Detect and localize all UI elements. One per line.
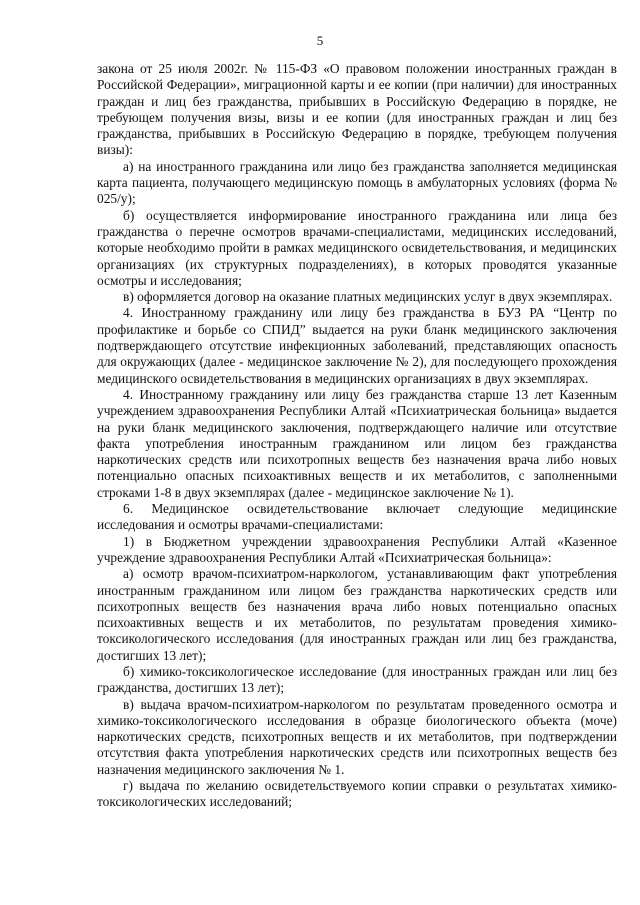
- paragraph-6-1-g-certificate-copy: г) выдача по желанию освидетельствуемого копии справки о результатах химико-токсикологических исследований;: [97, 778, 617, 810]
- paragraph-6-1-b-toxicology: б) химико-токсикологическое исследование (для иностранных граждан или лиц без гражданства, достигших 13 лет);: [97, 663, 617, 696]
- paragraph-4-psychiatric-hospital: 4. Иностранному гражданину или лицу без гражданства старше 13 лет Казенным учреждением здравоохранения Республики Алтай «Психиатрическая больница» выдается на руки бланк медицинского заключения, подтверждающего наличие или отсутствие факта употребления иностранным гражданином или лицом без гражданства наркотических средств или психотропных веществ без назначения врача либо новых потенциально опасных психоактивных веществ и их метаболитов, с заполненными строками 1-8 в двух экземплярах (далее - медицинское заключение № 1).: [97, 386, 617, 500]
- paragraph-6-1-a-narcologist: а) осмотр врачом-психиатром-наркологом, устанавливающим факт употребления иностранным гражданином или лицом без гражданства наркотических средств или психотропных веществ без назначения врача либо новых потенциально опасных психоактивных веществ и их метаболитов, по результатам проведения химико-токсикологического исследования (для иностранных граждан или лиц без гражданства, достигших 13 лет);: [97, 566, 617, 663]
- paragraph-item-b-informing: б) осуществляется информирование иностранного гражданина или лица без гражданства о перечне осмотров врачами-специалистами, медицинских исследований, которые необходимо пройти в рамках медицинского освидетельствования, и медицинских организациях (их структурных подразделениях), в которых проводятся указанные осмотры и исследования;: [97, 207, 617, 288]
- paragraph-item-v-contract: в) оформляется договор на оказание платных медицинских услуг в двух экземплярах.: [123, 289, 613, 305]
- paragraph-4-aids-center: 4. Иностранному гражданину или лицу без гражданства в БУЗ РА “Центр по профилактике и борьбе со СПИД” выдается на руки бланк медицинского заключения подтверждающего отсутствие инфекционных заболеваний, представляющих опасность для окружающих (далее - медицинское заключение № 2), для последующего прохождения медицинского освидетельствования в медицинских организациях в двух экземплярах.: [97, 305, 617, 386]
- paragraph-6-1-institution: 1) в Бюджетном учреждении здравоохранения Республики Алтай «Казенное учреждение здравоохранения Республики Алтай «Психиатрическая больница»:: [97, 533, 617, 565]
- paragraph-item-a-medical-card: а) на иностранного гражданина или лицо без гражданства заполняется медицинская карта пациента, получающего медицинскую помощь в амбулаторных условиях (форма № 025/у);: [97, 158, 617, 207]
- paragraph-6-examination-list: 6. Медицинское освидетельствование включает следующие медицинские исследования и осмотры врачами-специалистами:: [97, 501, 617, 533]
- document-body: [97, 61, 617, 811]
- page-number: 5: [316, 33, 324, 48]
- paragraph-6-1-v-conclusion: в) выдача врачом-психиатром-наркологом по результатам проведенного осмотра и химико-токсикологического исследования в образце биологического объекта (моче) наркотических средств, психотропных веществ и их метаболитов, при подтверждении отсутствия факта употребления наркотических средств или психотропных веществ без назначения медицинского заключения № 1.: [97, 696, 617, 777]
- paragraph-continuation: закона от 25 июля 2002г. № 115-ФЗ «О правовом положении иностранных граждан в Российской Федерации», миграционной карты и ее копии (при наличии) для иностранных граждан и лиц без гражданства, прибывших в Российскую Федерацию в порядке, не требующем получения визы, визы и ее копии (для иностранных граждан и лиц без гражданства, прибывших в Российскую Федерацию в порядке, требующем получения визы):: [97, 61, 617, 158]
